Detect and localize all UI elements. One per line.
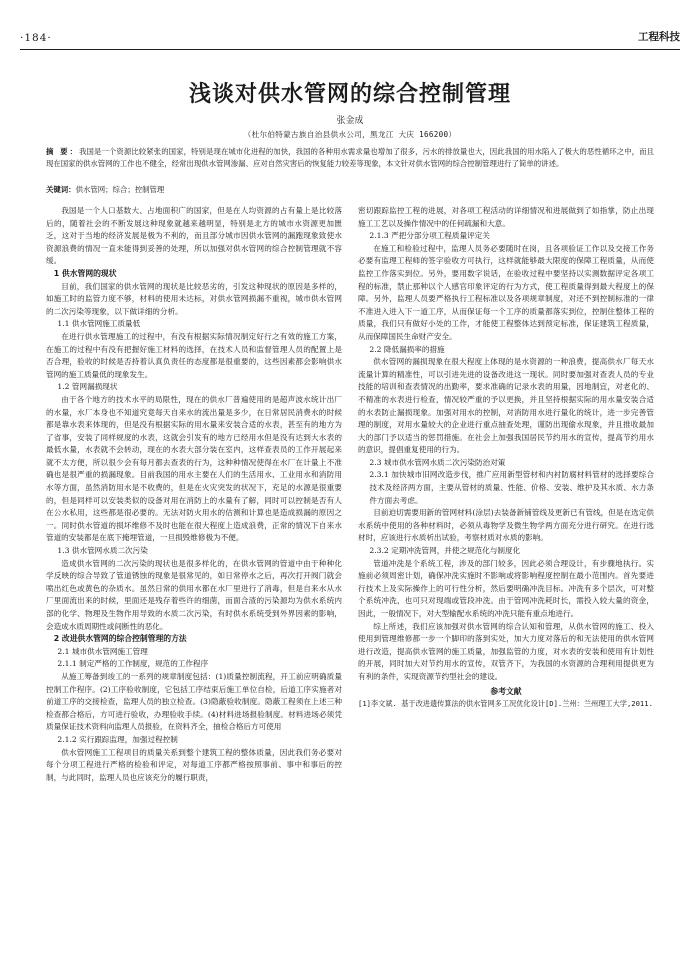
page-header <box>20 28 680 50</box>
body-paragraph: 供水管网的漏损现象在很大程度上体现的是水资源的一种浪费，提高供水厂每天水流量计算的精准性，可以引进先进的设备改进这一现状。同时要加强对查表人员的专业技能的培训和查表情况的出勤率，要求准确的记录水表的用量，因地制宜，对老化的、不精准的水表进行检查，情况较严重的予以更换，并且坚持根据实际的用水量安装合适的水表防止漏损现象。加强对用水的控制，对消防用水进行量化的统计，进一步完善管理的制度，对用水量较大的企业进行重点抽查处理，谨防出现偷水现象，并且推收最加大的部门予以适当的惩罚措施。在社会上加强我国居民节约用水的宣传，提高节约用水的意识，提倡重复使用的行为。 <box>358 357 654 455</box>
section-heading: 1 供水管网的现状 <box>53 268 117 278</box>
body-paragraph: 密切跟踪监控工程的进展，对各项工程活动的详细情况和进展做到了如指掌，防止出现施工工艺以及操作情况中的任何疏漏和大意。 <box>358 206 654 228</box>
subsection-heading: 2.3 城市供水管网水质二次污染防治对策 <box>369 457 506 467</box>
subsection-heading: 2.2 降低漏损率的措施 <box>369 344 445 354</box>
abstract-label: 摘 要： <box>46 147 80 156</box>
body-paragraph: 供水管网施工工程项目的质量关系到整个建筑工程的整体质量，因此我们务必要对每个分项工程进行严格的检验和评定，对每道工序都严格按照事前、事中和事后的控制，与此同时，监理人员也应该充分的履行职责， <box>46 747 342 782</box>
keywords-text: 供水管网；综合；控制管理 <box>75 185 165 194</box>
section-heading: 2 改进供水管网的综合控制管理的方法 <box>53 634 187 644</box>
subsection-heading: 1.2 管网漏损现状 <box>57 382 118 392</box>
article-title: 浅谈对供水管网的综合控制管理 <box>188 81 511 107</box>
keywords-label: 关键词： <box>46 185 76 194</box>
body-paragraph: 在进行供水管理施工的过程中，有没有根据实际情况制定好行之有效的施工方案，在施工的过程中有没有把握好施工材料的选择，在技术人员和监督管理人员的配置上是否合理，验收的时候是否持着认真负责任的态度都是很重要的，这些因素都会影响供水管网的施工质量低的现象发生。 <box>46 331 342 379</box>
body-paragraph: 目前迫切需要用新的管网材料(涂层)去装备新铺管线及更新已有管线，但是在选定供水系统中使用的各种材料时，必须从毒物学及微生物学两方面充分进行研究。在进行选材时，应该进行水质析出试验，考察材质对水质的影响。 <box>358 508 654 543</box>
body-paragraph: 从施工筹备到竣工的一系列的规章制度包括：(1)质量控制流程，开工前应明确质量控制工作程序。(2)工序验收制度，它包括工序结束后施工单位自检，后道工序实施者对前道工序的交接检查，监理人员的独立检查。(3)隐蔽验收制度。隐蔽工程须在上述三种检查都合格后，方可进行验收，办理验收手续。(4)材料进场报验制度。材料进场必须凭质量保证技术资料向监理人员报验，在资料齐全，抽检合格后方可使用 <box>46 671 342 732</box>
subsection-heading: 1.3 供水管网水质二次污染 <box>57 546 148 556</box>
subsection-heading: 2.3.2 定期冲洗管网，并使之规范化与制度化 <box>369 546 521 556</box>
keywords <box>46 184 654 195</box>
header-rule <box>20 49 680 50</box>
body-paragraph: 造成供水管网的二次污染的现状也是很多样化的，在供水管网的管道中由于种种化学反映的综合导致了管道锈蚀的现象是很常见的，如日常停水之后，再次打开阀门就会喷出红色或黄色的杂质水。虽然日常的供用水都在水厂里进行了消毒，但是自来水从水厂里面流出来的时候，里面还是残存着些许的细菌，而面合渣的污染源均为供水系统内部的化学、物理及生物作用导致的水质二次污染，有时供水系统受到外界因素的影响，会造成水质周期性或间断性的恶化。 <box>46 558 342 631</box>
body-paragraph: 由于各个地方的技术水平的局限性，现在的供水厂普遍使用的是超声波水统计出厂的水量，水厂本身也不知道究竟每天自来水的流出量是多少，在日常居民消费水的时候都是靠水表来体现的，但是没有根据实际的用水量来安装合适的水表，甚至有的地方为了省事，安装了同样规度的水表，这就会引发有的地方已经用水但是没有达到大水表的最低水量，水表就不会转动，现在的水表大部分装在室内，这样查表员的工作开展起来就不太方便，所以很少会有每月都去查表的行为，这种种情况使得在水厂在计量上不准确也是很严重的损漏现象。目前我国的用水主要在人们的生活用水、工业用水和消防用水等方面，虽然消防用水是不收费的，但是在火灾突发的状况下，充足的水源是很重要的，但是同样可以安装类似的设备对用在消防上的水量有了解，同时可以控制是否有人在公水私用，这些都是很必要的。无法对防火用水的估测和计算也是造成损漏的原因之一。同时供水管道的损坏维修不及时也能在很大程度上造成浪费，正常的情况下自来水管道的安装都是在底下掩埋管道，一旦损毁维修极为不便。 <box>46 394 342 543</box>
body-paragraph: 在施工和检验过程中，监理人员务必要随时在岗，且各项验证工作以及交接工作务必要有监理工程师的签字验收方可执行，这样就能够最大限度的保障工程质量，从而使监控工作落实到位。另外，要用数字说话，在验收过程中要坚持以实测数据评定各项工程的标准，禁止那种以个人感官印象评定的行为方式，使工程质量得到最大程度上的保障。另外，监理人员要严格执行工程标准以及各项规章制度，对还不到控制标准的一律不准进入进入下一道工序，从而保证每一个工序的质量都落实到位，控制住整体工程的质量，我们只有做好小处的工作，才能使工程整体达到预定标准，保证建筑工程质量，从而保障国民生命财产安全。 <box>358 243 654 341</box>
subsection-heading: 1.1 供水管网施工质量低 <box>57 319 141 329</box>
page-number: ·184· <box>20 32 52 44</box>
body-paragraph: 我国是一个人口基数大、占地面积广的国家，但是在人均资源的占有量上是比较落后的，随着社会的不断发展这种现象就越来越明显，特别是北方的城市水资源更加匮乏，这对于当地的经济发展是极为不利的，而且部分城市因供水管网的漏跑现象致使水资源浪费的情况一直未能得到妥善的处理，所以加强对供水管网的综合控制管理就不容缓。 <box>46 206 342 266</box>
body-paragraph: 目前，我们国家的供水管网的现状是比较恶劣的，引发这种现状的原因是多样的，如施工时的监管力度不够，材料的使用未达标，对供水管网损漏不重视，城市供水管网的二次污染等现象，以下做详细的分析。 <box>46 281 342 316</box>
reference-item: [1]李文斌. 基于改进遗传算法的供水管网多工况优化设计[D].兰州：兰州理工大学,2011. <box>358 699 653 709</box>
abstract <box>46 146 654 170</box>
subsection-heading: 2.1 城市供水管网施工管理 <box>57 646 148 656</box>
subsection-heading: 2.1.1 制定严格的工作制度，规范的工作程序 <box>57 659 209 669</box>
author: 张金成 <box>336 116 364 126</box>
abstract-text: 我国是一个资源比较紧张的国家，特别是现在城市化进程的加快，我国的各种用水需求量也增加了很多，污水的排放量也大，因此我国的用水陷入了极大的恶性循环之中，而且现在国家的供水管网的工作也不健全，经常出现供水管网渗漏、应对自然灾害后的恢复能力较差等现象，本文针对供水管网的综合控制管理进行了简单的讲述。 <box>46 147 654 168</box>
right-column <box>358 205 654 960</box>
body-paragraph: 综上所述，我们应该加强对供水管网的综合认知和管理，从供水管网的施工、投入使用到管理维修都一步一个脚印的落到实处，加大力度对落后的和无法使用的供水管网进行改造，提高供水管网的施工质量，加强监管的力度，对水表的安装和使用有计划性的开展，同时加大对节约用水的宣传，双管齐下，为我国的水资源的合理利用提供更为有利的条件，实现资源节约型社会的建设。 <box>358 621 654 681</box>
subsection-heading: 2.1.2 实行跟踪监理，加强过程控制 <box>57 734 178 744</box>
body-paragraph: 管道冲洗是个系统工程，涉及的部门较多，因此必须合理设计，有步骤地执行。实施前必须周密计划，确保冲洗实施时不影响或将影响程度控制在最小范围内。首先要进行技术上及实际操作上的可行性分析，然后要明确冲洗目标。冲洗有多个层次，可对整个系统冲洗，也可只对现端或管段冲洗。由于管网冲洗耗时长，需投入较大量的资金，因此，一般情况下，对大型输配水系统的冲洗只能有重点地进行。 <box>358 558 654 618</box>
subsection-heading: 2.3.1 加快城市旧网改造步伐，推广应用新型管材和内衬防腐材料管材的选择要综合技术及经济两方面，主要从管材的质量、性能、价格、安装、维护及其水质、水力条件方面去考虑。 <box>369 470 654 505</box>
affiliation: （杜尔伯特蒙古族自治县供水公司，黑龙江 大庆 166200） <box>243 130 457 139</box>
journal-section: 工程科技 <box>638 31 680 43</box>
references-title: 参考文献 <box>490 686 522 696</box>
left-column <box>46 205 342 960</box>
subsection-heading: 2.1.3 严把分部分项工程质量评定关 <box>369 231 490 241</box>
